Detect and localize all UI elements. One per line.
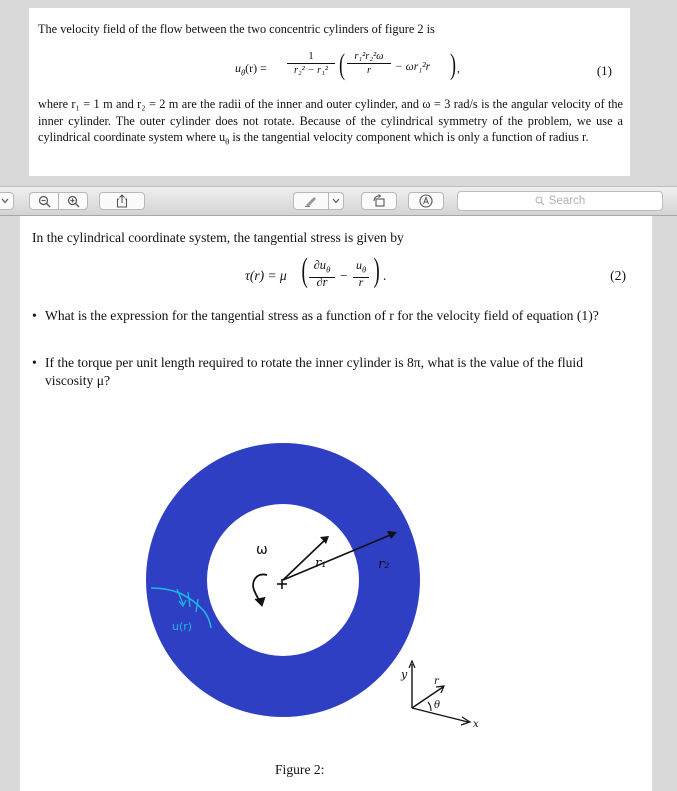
eq2-d-den: ∂r (316, 275, 328, 289)
eq1-term1-num: r₁²r₂²ω (347, 50, 391, 64)
velocity-label: u(r) (172, 620, 193, 633)
axis-r-label: r (434, 676, 439, 687)
eq1-lhs-arg: (r) = (245, 61, 267, 75)
eq2-lhs: τ(r) = μ (245, 268, 287, 283)
search-field[interactable] (457, 191, 663, 211)
search-placeholder: Search (548, 195, 586, 207)
eq1-frac-num: 1 (287, 49, 335, 64)
equation-1: $u_\theta(r)$ = 1 r₂² − r₁² ( r₁²r₂²ω r − ωr₁²r ) , (235, 48, 460, 81)
omega-label: ω (256, 542, 268, 558)
r2-label: r₂ (378, 557, 390, 572)
pdf-viewer-toolbar (0, 186, 677, 216)
pen-options-button[interactable] (328, 192, 344, 210)
share-button[interactable] (99, 192, 145, 210)
bullet-dot: • (32, 308, 37, 323)
search-icon (535, 196, 545, 206)
axis-y-label: y (401, 668, 408, 681)
r1-label: r₁ (315, 556, 327, 571)
zoom-out-button[interactable] (29, 192, 59, 210)
question-2-text: If the torque per unit length required to rotate the inner cylinder is 8π, what is the value of the fluid viscosity μ? (45, 355, 583, 388)
question-1-text: What is the expression for the tangential stress as a function of r for the velocity field of equation (1)? (45, 308, 599, 323)
sidebar-chevron-button[interactable] (0, 192, 14, 210)
markup-icon (419, 194, 433, 208)
eq2-frac-num: $u_\theta$ (353, 258, 369, 278)
top-document-excerpt (29, 8, 630, 176)
rotate-icon (372, 194, 386, 208)
eq1-frac-den: r₂² − r₁² (293, 65, 329, 76)
eq2-d-num: $\partial u_\theta$ (309, 258, 335, 278)
eq2-number: (2) (610, 268, 626, 283)
share-icon (116, 194, 128, 208)
chevron-down-icon (332, 198, 340, 204)
markup-toolbar-button[interactable] (408, 192, 444, 210)
eq1-tail: , (457, 61, 460, 75)
intro-text: The velocity field of the flow between the two concentric cylinders of figure 2 is (38, 22, 435, 36)
eq1-term1-den: r (366, 65, 372, 76)
markup-pen-button[interactable] (293, 192, 329, 210)
eq2-frac-den: r (358, 275, 364, 289)
zoom-in-button[interactable] (58, 192, 88, 210)
pen-icon (304, 195, 318, 207)
pdf-page (20, 216, 652, 791)
chevron-down-icon (1, 198, 9, 204)
axis-theta-label: θ (434, 700, 441, 711)
figure-caption: Figure 2: (275, 762, 325, 777)
eq1-number: (1) (596, 63, 612, 78)
description-paragraph: where r₁ = 1 m and r₂ = 2 m are the radii of the inner and outer cylinder, and ω = 3 rad/s is the angular velocity of the inner cylinder. The outer cylinder does not rotate. Because of the cylindrical symmetry of the problem, we use a cylindrical coordinate system where $u_\theta$ is the tangential velocity component which is only a function of radius r. (38, 97, 623, 147)
equation-2: τ(r) = μ ( $\partial u_\theta$ ∂r − $u_\theta$ r ) . (245, 252, 387, 289)
bullet-dot: • (32, 355, 37, 370)
eq2-minus: − (340, 268, 348, 283)
page-intro-text: In the cylindrical coordinate system, the tangential stress is given by (32, 230, 404, 245)
axis-x-label: x (473, 719, 479, 730)
rotate-button[interactable] (361, 192, 397, 210)
eq1-lhs-sub: θ (241, 68, 246, 78)
figure-2-diagram (20, 216, 652, 791)
eq1-lhs: u (235, 61, 241, 75)
zoom-out-icon (38, 195, 51, 208)
zoom-in-icon (67, 195, 80, 208)
eq1-term2: − ωr₁²r (395, 61, 431, 73)
eq2-tail: . (383, 268, 387, 283)
